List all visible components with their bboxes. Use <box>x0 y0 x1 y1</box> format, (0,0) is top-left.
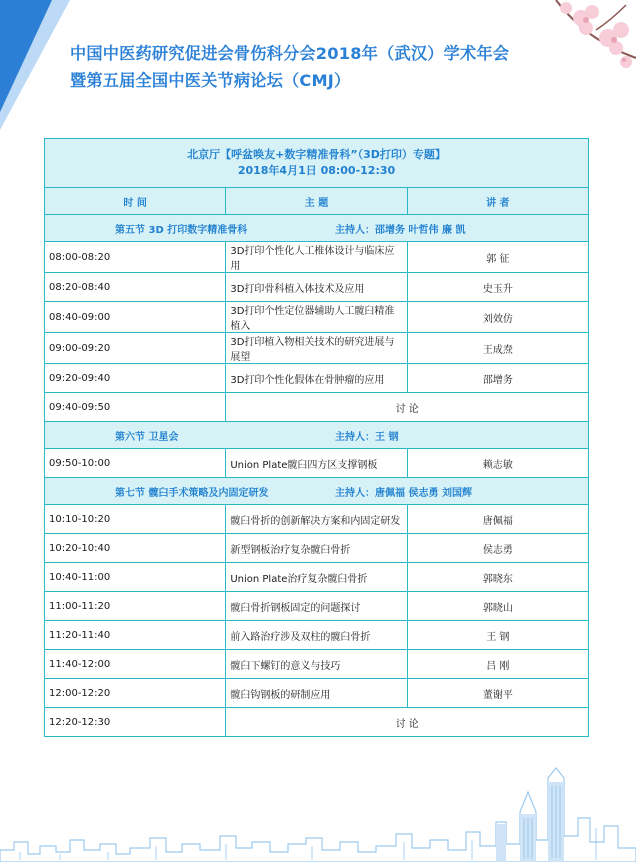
program-table <box>44 138 589 737</box>
row-time: 09:00-09:20 <box>45 333 226 364</box>
row-time: 08:40-09:00 <box>45 302 226 333</box>
row-topic: 3D打印个性定位器辅助人工髋臼精准植入 <box>226 302 407 333</box>
row-speaker: 赖志敏 <box>407 449 588 478</box>
section-host: 主持人：邵增务 叶哲伟 廉 凯 <box>335 224 466 236</box>
section-cell <box>45 422 589 449</box>
table-row <box>45 650 589 679</box>
row-topic: 髋臼钩钢板的研制应用 <box>226 679 407 708</box>
row-time: 11:40-12:00 <box>45 650 226 679</box>
table-row <box>45 302 589 333</box>
row-speaker: 侯志勇 <box>407 534 588 563</box>
row-topic: 前入路治疗涉及双柱的髋臼骨折 <box>226 621 407 650</box>
table-row <box>45 242 589 273</box>
table-title-cell <box>45 139 589 188</box>
table-row <box>45 364 589 393</box>
row-speaker: 董谢平 <box>407 679 588 708</box>
row-time: 11:00-11:20 <box>45 592 226 621</box>
row-time: 12:00-12:20 <box>45 679 226 708</box>
row-time: 11:20-11:40 <box>45 621 226 650</box>
section-name: 第五节 3D 打印数字精准骨科 <box>115 224 248 236</box>
section-row <box>45 422 589 449</box>
table-row <box>45 679 589 708</box>
row-time: 10:10-10:20 <box>45 505 226 534</box>
table-title-row <box>45 139 589 188</box>
row-time: 09:40-09:50 <box>45 393 226 422</box>
row-time: 09:20-09:40 <box>45 364 226 393</box>
section-cell <box>45 215 589 242</box>
row-speaker: 史玉升 <box>407 273 588 302</box>
row-speaker: 邵增务 <box>407 364 588 393</box>
row-speaker: 刘效仿 <box>407 302 588 333</box>
table-row <box>45 563 589 592</box>
discussion-label: 讨 论 <box>226 393 589 422</box>
header-title-line1: 中国中医药研究促进会骨伤科分会2018年（武汉）学术年会 <box>70 44 510 63</box>
row-topic: 3D打印植入物相关技术的研究进展与展望 <box>226 333 407 364</box>
col-header-topic: 主 题 <box>226 188 407 215</box>
row-speaker: 唐佩福 <box>407 505 588 534</box>
row-topic: 髋臼骨折的创新解决方案和内固定研发 <box>226 505 407 534</box>
row-time: 08:20-08:40 <box>45 273 226 302</box>
row-speaker: 王成焘 <box>407 333 588 364</box>
section-cell <box>45 478 589 505</box>
row-speaker: 吕 刚 <box>407 650 588 679</box>
discussion-row <box>45 708 589 737</box>
section-host: 主持人：王 钢 <box>335 431 399 443</box>
section-row <box>45 215 589 242</box>
section-row <box>45 478 589 505</box>
table-row <box>45 534 589 563</box>
row-speaker: 王 钢 <box>407 621 588 650</box>
col-header-time: 时 间 <box>45 188 226 215</box>
row-topic: 3D打印骨科植入体技术及应用 <box>226 273 407 302</box>
header-title-line2: 暨第五届全国中医关节病论坛（CMJ） <box>70 71 351 90</box>
table-row <box>45 621 589 650</box>
row-topic: 髋臼下螺钉的意义与技巧 <box>226 650 407 679</box>
col-header-speaker: 讲 者 <box>407 188 588 215</box>
row-topic: 3D打印个性化人工椎体设计与临床应用 <box>226 242 407 273</box>
section-name: 第六节 卫星会 <box>115 431 179 443</box>
page-header <box>70 40 590 94</box>
row-topic: 髋臼骨折钢板固定的问题探讨 <box>226 592 407 621</box>
table-row <box>45 333 589 364</box>
row-time: 08:00-08:20 <box>45 242 226 273</box>
row-speaker: 郭 征 <box>407 242 588 273</box>
section-name: 第七节 髋臼手术策略及内固定研发 <box>115 487 269 499</box>
section-host: 主持人：唐佩福 侯志勇 刘国辉 <box>335 487 472 499</box>
row-topic: 3D打印个性化假体在骨肿瘤的应用 <box>226 364 407 393</box>
row-speaker: 郭晓山 <box>407 592 588 621</box>
discussion-row <box>45 393 589 422</box>
table-row <box>45 505 589 534</box>
column-header-row <box>45 188 589 215</box>
table-row <box>45 273 589 302</box>
row-topic: Union Plate治疗复杂髋臼骨折 <box>226 563 407 592</box>
row-speaker: 郭晓东 <box>407 563 588 592</box>
row-time: 10:40-11:00 <box>45 563 226 592</box>
city-skyline-decoration <box>0 762 636 862</box>
row-time: 10:20-10:40 <box>45 534 226 563</box>
table-title-line1: 北京厅【呼盆唤友+数字精准骨科”（3D打印）专题】 <box>187 148 446 161</box>
row-time: 12:20-12:30 <box>45 708 226 737</box>
row-time: 09:50-10:00 <box>45 449 226 478</box>
table-row <box>45 449 589 478</box>
table-title-line2: 2018年4月1日 08:00-12:30 <box>237 164 396 177</box>
table-row <box>45 592 589 621</box>
row-topic: 新型钢板治疗复杂髋臼骨折 <box>226 534 407 563</box>
row-topic: Union Plate髋臼四方区支撑钢板 <box>226 449 407 478</box>
discussion-label: 讨 论 <box>226 708 589 737</box>
